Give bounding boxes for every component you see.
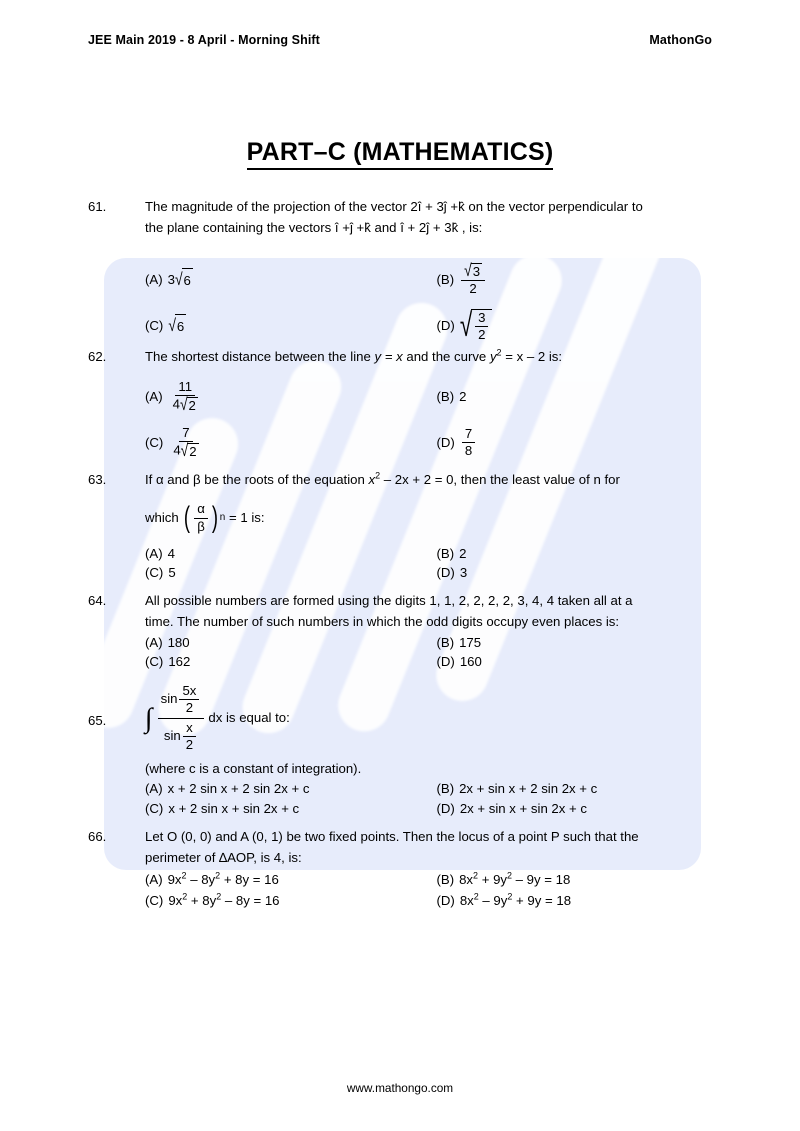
question-61-options <box>145 257 728 349</box>
question-65-stem <box>145 684 728 752</box>
question-62-option-b[interactable] <box>437 373 729 419</box>
page-title-text: PART–C (MATHEMATICS) <box>247 138 554 170</box>
q61-stem-text-b: on the vector perpendicular to <box>468 199 643 214</box>
q62-opt-c-den-rad: 2 <box>189 443 197 459</box>
q62-stem-c: is: <box>548 349 563 364</box>
q65-integrand-fraction <box>158 684 205 752</box>
q63-opt-d-label: (D) <box>436 565 455 581</box>
question-63-option-b[interactable] <box>437 544 729 563</box>
q66-triangle-aop: ∆AOP <box>219 850 254 866</box>
q66-opt-b-e1: 2 <box>473 870 479 881</box>
question-65-option-b[interactable] <box>437 779 729 799</box>
q64-opt-a-label: (A) <box>145 634 163 650</box>
question-65-option-d[interactable] <box>437 799 729 819</box>
question-62-option-a[interactable] <box>145 373 437 419</box>
q65-dx: dx <box>208 710 223 726</box>
q66-opt-c-e2: 2 <box>216 891 222 902</box>
q61-opt-a-radicand: 6 <box>182 268 193 291</box>
q63-ratio-den: β <box>197 518 205 534</box>
q65-opt-c-value: x + 2 sin x + sin 2x + c <box>168 801 300 817</box>
q63-stem-a: If <box>145 472 153 487</box>
question-61-number: 61. <box>88 199 107 214</box>
question-62-option-c[interactable] <box>145 419 437 465</box>
question-63-option-a[interactable] <box>145 544 437 563</box>
q63-alpha-beta-ratio: ( $\frac{\alpha}{\beta}$ ) <box>184 500 218 534</box>
q62-opt-a-den-coef: 4 <box>172 396 180 412</box>
q66-opt-d-t2: – 9y <box>482 893 508 909</box>
question-64-option-c[interactable] <box>145 652 437 671</box>
q65-num-frac-den: 2 <box>185 700 194 716</box>
question-62-options <box>145 373 728 465</box>
q63-quadratic <box>369 472 454 487</box>
q63-opt-b-value: 2 <box>459 545 467 561</box>
page-header <box>88 33 712 47</box>
question-61-stem <box>145 196 728 239</box>
q61-opt-b-den: 2 <box>469 281 477 297</box>
q66-stem-line2-b: , is 4, is: <box>253 850 302 866</box>
q66-opt-d-value <box>460 890 571 911</box>
question-65-options <box>145 779 728 819</box>
q63-eq-rest: – 2x + 2 = 0 <box>383 472 454 487</box>
question-66-stem <box>145 826 728 869</box>
question-65-option-a[interactable] <box>145 779 437 799</box>
q65-opt-d-label: (D) <box>436 801 455 817</box>
q64-opt-d-value: 160 <box>459 653 482 669</box>
q61-opt-a-coef: 3 <box>167 272 175 288</box>
question-66 <box>88 826 728 912</box>
question-65-note: (where c is a constant of integration). <box>145 761 362 776</box>
q64-opt-d-label: (D) <box>436 653 455 669</box>
question-63 <box>88 469 728 582</box>
q61-opt-d-den: 2 <box>478 327 486 343</box>
q66-opt-a-e1: 2 <box>181 870 187 881</box>
q66-opt-b-label: (B) <box>436 871 455 887</box>
question-66-option-c[interactable] <box>145 890 437 911</box>
q61-vector-expression: 2î + 3ĵ +k̂ <box>410 199 465 214</box>
q66-opt-b-e2: 2 <box>507 870 512 881</box>
q62-opt-c-num: 7 <box>179 426 192 442</box>
q63-beta: β <box>192 472 201 487</box>
q61-v2-plus-2j: + 2 <box>407 220 427 236</box>
q62-opt-b-value: 2 <box>459 388 467 404</box>
q65-num-sin: sin <box>160 691 178 707</box>
q61-stem-text-c: the plane containing the vectors <box>145 220 332 236</box>
q66-opt-c-value <box>168 890 279 911</box>
q62-opt-b-label: (B) <box>436 388 455 404</box>
q63-opt-a-label: (A) <box>145 545 163 561</box>
q61-and: and <box>374 220 397 236</box>
question-64 <box>88 590 728 671</box>
q62-opt-a-fraction: 11 4 √ 2 <box>172 378 196 414</box>
q66-opt-c-t2: + 8y <box>190 893 217 909</box>
question-66-option-a[interactable] <box>145 869 437 890</box>
question-66-number: 66. <box>88 829 107 844</box>
q64-stem-line1: All possible numbers are formed using the digits 1, 1, 2, 2, 2, 2, 3, 4, 4 taken all at a <box>145 593 633 608</box>
q64-opt-a-value: 180 <box>167 634 190 650</box>
question-65 <box>88 684 728 819</box>
question-64-option-d[interactable] <box>437 652 729 671</box>
question-64-number: 64. <box>88 593 107 608</box>
question-66-options <box>145 869 728 912</box>
q66-opt-a-e2: 2 <box>215 870 221 881</box>
q61-stem-text-a: The magnitude of the projection of the vector <box>145 199 407 214</box>
q66-opt-b-t1: 8x <box>459 871 474 887</box>
question-66-option-b[interactable] <box>437 869 729 890</box>
question-63-number: 63. <box>88 472 107 487</box>
q61-opt-d-num: 3 <box>475 311 488 327</box>
q66-opt-c-e1: 2 <box>182 891 188 902</box>
q62-opt-c-fraction: 7 4 √ 2 <box>173 424 197 460</box>
q65-opt-d-value: 2x + sin x + sin 2x + c <box>459 801 587 817</box>
q66-opt-d-label: (D) <box>436 893 455 909</box>
question-63-option-d[interactable] <box>437 563 729 582</box>
q62-opt-c-den-coef: 4 <box>173 442 181 458</box>
question-61-option-b[interactable] <box>437 257 729 303</box>
q63-eq-x: x <box>368 472 376 487</box>
q66-opt-b-value <box>459 869 570 890</box>
question-61-option-a[interactable] <box>145 257 437 303</box>
q66-opt-c-label: (C) <box>145 893 164 909</box>
q64-opt-c-label: (C) <box>145 653 164 669</box>
question-65-option-c[interactable] <box>145 799 437 819</box>
q61-opt-b-fraction: √ 3 2 <box>461 263 485 297</box>
question-63-option-c[interactable] <box>145 563 437 582</box>
q63-opt-a-value: 4 <box>167 545 175 561</box>
question-62-option-d[interactable] <box>437 419 729 465</box>
q66-opt-a-value <box>168 869 279 890</box>
q63-opt-c-label: (C) <box>145 565 164 581</box>
q66-opt-c-t3: – 8y = 16 <box>224 893 280 909</box>
q63-opt-d-value: 3 <box>459 565 468 581</box>
q61-opt-a-sqrt: √ 6 <box>175 268 193 291</box>
q61-plus-k: + <box>450 199 459 214</box>
q65-opt-a-label: (A) <box>145 781 163 797</box>
q66-opt-a-t1: 9x <box>167 871 182 887</box>
question-66-option-d[interactable] <box>437 890 729 911</box>
q61-opt-c-radicand: 6 <box>175 314 186 337</box>
q62-curve-y: y <box>489 349 497 364</box>
q61-opt-a-label: (A) <box>145 272 163 288</box>
q62-curve-rest: = x – 2 <box>505 349 546 364</box>
question-65-number: 65. <box>88 713 107 728</box>
q61-opt-b-label: (B) <box>436 272 455 288</box>
q66-opt-a-label: (A) <box>145 871 163 887</box>
q66-opt-b-t2: + 9y <box>481 871 507 887</box>
q66-opt-b-t3: – 9y = 18 <box>515 871 571 887</box>
q62-opt-a-num: 11 <box>175 380 195 396</box>
q66-opt-a-t3: + 8y = 16 <box>223 871 279 887</box>
q66-stem-line1: Let O (0, 0) and A (0, 1) be two fixed points. Then the locus of a point P such that the <box>145 829 639 844</box>
question-64-option-b[interactable] <box>437 633 729 652</box>
question-62-stem <box>145 346 728 367</box>
q65-opt-b-label: (B) <box>436 781 455 797</box>
question-62-number: 62. <box>88 349 107 364</box>
q62-line-eq: y = x <box>374 349 403 364</box>
integral-icon: ∫ <box>145 702 153 734</box>
q61-opt-c-sqrt: √ 6 <box>168 314 186 337</box>
question-64-options <box>145 633 728 671</box>
q65-opt-c-label: (C) <box>145 801 164 817</box>
q65-opt-b-value: 2x + sin x + 2 sin 2x + c <box>459 781 598 797</box>
q65-den-sin: sin <box>163 727 181 743</box>
question-64-stem <box>145 590 728 633</box>
q66-opt-d-e1: 2 <box>473 891 479 902</box>
q66-opt-c-t1: 9x <box>168 893 183 909</box>
q66-stem-line2-a: perimeter of <box>145 850 216 866</box>
question-64-option-a[interactable] <box>145 633 437 652</box>
q62-opt-a-den-rad: 2 <box>188 397 196 413</box>
page-title <box>0 138 800 167</box>
question-63-options <box>145 544 728 582</box>
q62-stem-b: and the curve <box>406 349 487 364</box>
q64-opt-b-label: (B) <box>436 634 455 650</box>
q63-stem-b: be the roots of the equation <box>204 472 365 487</box>
q61-stem-tail: , is: <box>461 220 483 236</box>
question-63-stem-line2: which ( $\frac{\alpha}{\beta}$ ) n = 1 is: <box>145 500 265 534</box>
q63-equals-one: = 1 is: <box>228 510 265 526</box>
q63-which: which <box>145 510 179 526</box>
q65-num-frac-num: 5x <box>179 684 199 700</box>
q61-v2-plus-3k: + 3 <box>432 220 452 236</box>
q61-opt-c-label: (C) <box>145 318 164 334</box>
q66-opt-d-t1: 8x <box>459 893 474 909</box>
q63-opt-c-value: 5 <box>168 565 176 581</box>
q65-den-frac-den: 2 <box>185 736 194 752</box>
q61-vector-2: î + 2ĵ + 3k̂ <box>400 220 459 236</box>
q66-opt-d-e2: 2 <box>507 891 513 902</box>
q62-opt-a-label: (A) <box>145 388 163 404</box>
q63-ratio-num: α <box>194 502 208 518</box>
q65-stem-tail: is equal to: <box>226 710 290 726</box>
q61-opt-d-label: (D) <box>436 318 455 334</box>
question-62 <box>88 346 728 465</box>
q61-opt-b-num: 3 <box>472 264 481 279</box>
q61-vector-1: î +ĵ +k̂ <box>334 220 371 236</box>
q62-stem-a: The shortest distance between the line <box>145 349 371 364</box>
q63-stem-c: , then the least value of n for <box>453 472 620 487</box>
q64-stem-line2: time. The number of such numbers in which the odd digits occupy even places is: <box>145 614 620 630</box>
q66-opt-d-t3: + 9y = 18 <box>516 893 572 909</box>
question-63-stem <box>145 469 728 490</box>
q63-alpha: α <box>156 472 164 487</box>
q61-v1-plus-k: + <box>356 220 365 236</box>
exam-title: JEE Main 2019 - 8 April - Morning Shift <box>88 33 320 47</box>
page-footer: www.mathongo.com <box>346 1081 454 1095</box>
q63-and: and <box>167 472 190 487</box>
q63-eq-exp: 2 <box>375 470 381 481</box>
question-61-option-c[interactable] <box>145 303 437 349</box>
q63-opt-b-label: (B) <box>436 545 455 561</box>
q65-den-frac-num: x <box>183 721 196 737</box>
q61-plus-3j: + 3 <box>425 199 444 214</box>
q61-opt-d-sqrt: √ $\frac{3}{2}$ <box>460 309 493 343</box>
q61-coef-2: 2 <box>410 199 418 214</box>
q62-opt-d-den: 8 <box>464 442 473 458</box>
q64-opt-c-value: 162 <box>168 653 191 669</box>
q64-opt-b-value: 175 <box>459 634 482 650</box>
question-61-option-d[interactable] <box>437 303 729 349</box>
q62-opt-c-label: (C) <box>145 434 164 450</box>
q62-opt-d-fraction <box>462 427 475 459</box>
q66-opt-a-t2: – 8y <box>190 871 216 887</box>
q61-v1-plus-j: + <box>342 220 350 236</box>
q65-opt-a-value: x + 2 sin x + 2 sin 2x + c <box>167 781 310 797</box>
question-61 <box>88 196 728 349</box>
brand-logo-text: MathonGo <box>649 33 712 47</box>
q62-curve-exp: 2 <box>496 347 502 358</box>
q62-opt-d-label: (D) <box>436 434 455 450</box>
q62-opt-d-num: 7 <box>462 427 475 443</box>
q62-curve-eq <box>490 349 545 364</box>
